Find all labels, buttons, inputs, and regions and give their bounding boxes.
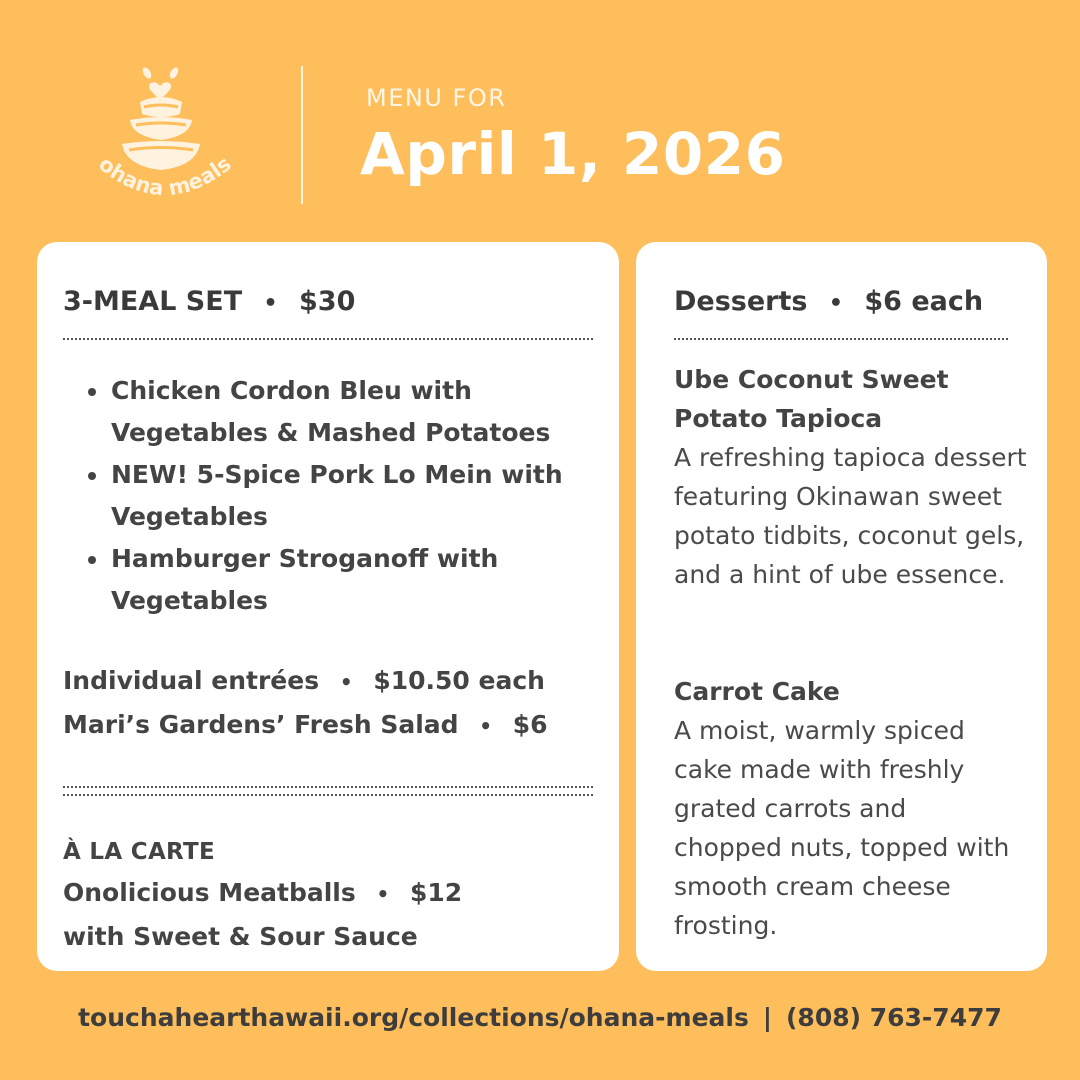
- logo-text: ohana meals: [94, 151, 236, 201]
- menu-date: April 1, 2026: [360, 120, 786, 188]
- salad-line: [63, 710, 548, 739]
- dessert-name: Carrot Cake: [674, 677, 840, 706]
- ohana-meals-logo: [82, 62, 247, 212]
- heading-dot: •: [263, 291, 278, 316]
- menu-for-label: MENU FOR: [366, 84, 507, 112]
- meatballs-line: [63, 878, 462, 907]
- website-link[interactable]: touchahearthawaii.org/collections/ohana-meals: [78, 1003, 749, 1032]
- dotted-divider: [63, 786, 593, 788]
- price-dot: •: [479, 714, 493, 738]
- dessert-description: A moist, warmly spiced cake made with freshly grated carrots and chopped nuts, topped with smooth cream cheese frosting.: [674, 716, 1010, 940]
- meal-set-price: $30: [299, 286, 356, 317]
- individual-entrees-line: [63, 666, 545, 695]
- list-item: NEW! 5-Spice Pork Lo Mein with Vegetables: [87, 454, 581, 538]
- meatballs-sauce: with Sweet & Sour Sauce: [63, 922, 418, 951]
- price-dot: •: [376, 882, 390, 906]
- desserts-heading: [674, 286, 983, 317]
- individual-entrees-price: $10.50 each: [373, 666, 545, 695]
- price-dot: •: [339, 670, 353, 694]
- dotted-divider: [63, 338, 593, 340]
- salad-label: Mari’s Gardens’ Fresh Salad: [63, 710, 459, 739]
- desserts-card: [636, 242, 1047, 971]
- desserts-title: Desserts: [674, 286, 808, 317]
- list-item: Chicken Cordon Bleu with Vegetables & Mashed Potatoes: [87, 370, 571, 454]
- footer: [0, 1003, 1080, 1032]
- salad-price: $6: [512, 710, 548, 739]
- list-item: Hamburger Stroganoff with Vegetables: [87, 538, 531, 622]
- meal-set-list: [87, 370, 607, 622]
- meatballs-name: Onolicious Meatballs: [63, 878, 356, 907]
- meatballs-price: $12: [409, 878, 463, 907]
- dotted-divider: [674, 338, 1008, 340]
- footer-separator: |: [762, 1003, 772, 1032]
- a-la-carte-label: À LA CARTE: [63, 839, 216, 865]
- meal-set-card: [37, 242, 619, 971]
- meal-set-heading: [63, 286, 355, 317]
- meal-set-title: 3-MEAL SET: [63, 286, 243, 317]
- phone-number[interactable]: (808) 763-7477: [786, 1003, 1002, 1032]
- dessert-description: A refreshing tapioca dessert featuring Okinawan sweet potato tidbits, coconut gels, and a hint of ube essence.: [674, 443, 1027, 589]
- dessert-name: Ube Coconut Sweet Potato Tapioca: [674, 365, 949, 433]
- desserts-price: $6 each: [864, 286, 984, 317]
- individual-entrees-label: Individual entrées: [63, 666, 320, 695]
- heading-dot: •: [828, 291, 843, 316]
- stacked-bowls-heart-icon: [122, 66, 200, 170]
- dotted-divider: [63, 794, 593, 796]
- header-divider: [301, 66, 303, 204]
